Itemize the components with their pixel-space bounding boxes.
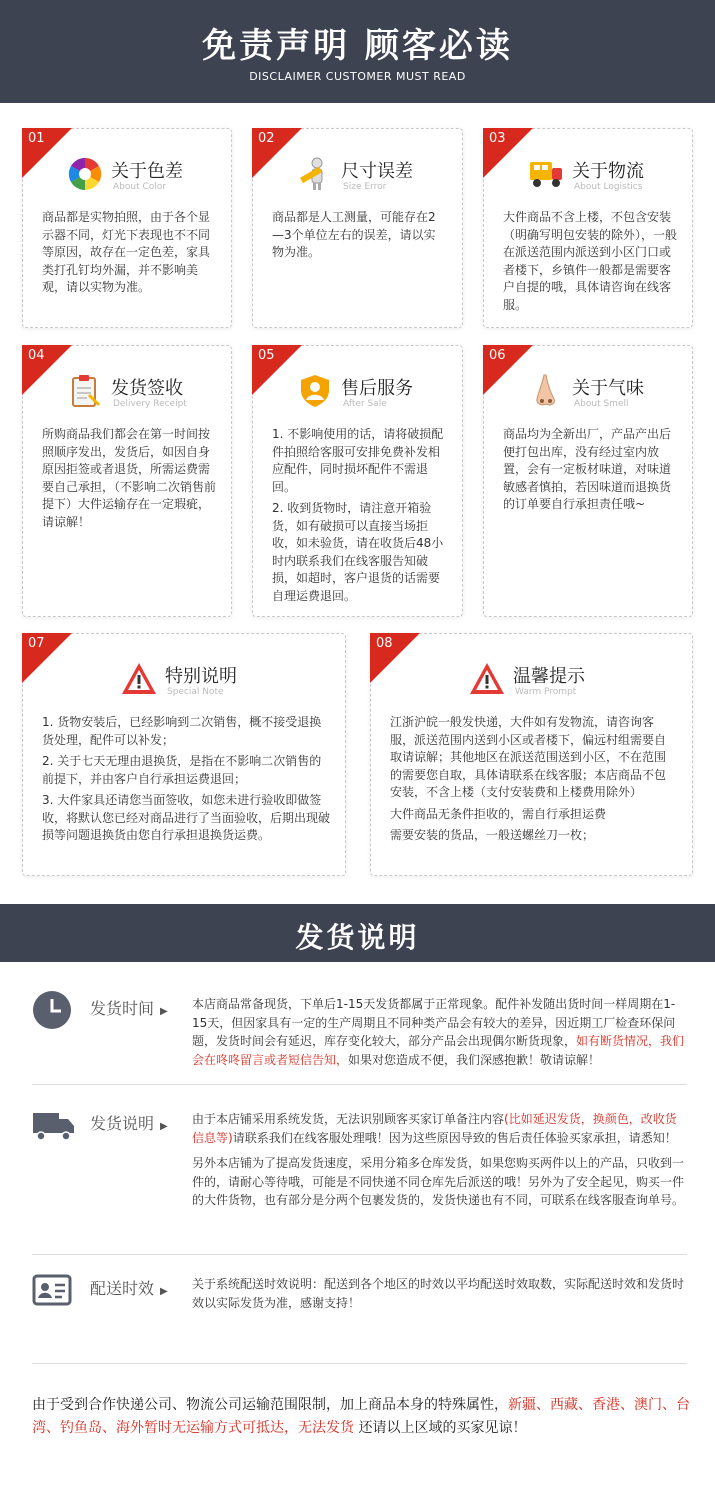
card-title: 关于物流 bbox=[572, 161, 644, 182]
card-title: 售后服务 bbox=[341, 378, 413, 399]
card-number: 04 bbox=[28, 348, 45, 363]
footer-text: 由于受到合作快递公司、物流公司运输范围限制，加上商品本身的特殊属性， bbox=[32, 1397, 508, 1413]
divider bbox=[32, 1254, 687, 1255]
card-body bbox=[42, 209, 216, 297]
card-number: 06 bbox=[489, 348, 506, 363]
card-title: 尺寸误差 bbox=[341, 161, 413, 182]
divider bbox=[32, 1084, 687, 1085]
shipping-label bbox=[90, 996, 168, 1019]
card-number: 05 bbox=[258, 348, 275, 363]
highlight-text: 如有断货情况，我们会在咚咚留言或者短信告知， bbox=[192, 1034, 685, 1067]
card-subtitle: Special Note bbox=[167, 687, 224, 697]
footer-notice bbox=[32, 1394, 692, 1440]
card-paragraph: 1. 不影响使用的话，请将破损配件拍照给客服可安排免费补发相应配件，同时损坏配件不需退回。 bbox=[272, 427, 444, 494]
highlight-text: (比如延迟发货，换颜色，改收货信息等) bbox=[192, 1112, 677, 1145]
truck-icon bbox=[528, 156, 564, 192]
page-subtitle: DISCLAIMER CUSTOMER MUST READ bbox=[249, 70, 466, 83]
card-body bbox=[272, 426, 447, 605]
card-number: 01 bbox=[28, 131, 45, 146]
divider bbox=[32, 1363, 687, 1364]
card-08 bbox=[370, 633, 693, 876]
id-card-icon bbox=[32, 1270, 72, 1314]
card-paragraph: 大件商品不含上楼，不包含安装（明确写明包安装的除外），一般在派送范围内派送到小区门口或者楼下，乡镇件一般都是需要客户自提的哦，具体请咨询在线客服。 bbox=[503, 210, 678, 312]
text-run: 关于系统配送时效说明：配送到各个地区的时效以平均配送时效取数，实际配送时效和发货时效以实际发货为准，感谢支持！ bbox=[192, 1277, 685, 1310]
card-subtitle: After Sale bbox=[343, 399, 387, 409]
text-run: 本店商品常备现货，下单后1-15天发货都属于正常现象。配件补发随出货时间一样周期在1-15天，但因家具有一定的生产周期且不同种类产品会有较大的差异，因近期工厂检查环保问题，发货时间会有延迟，库存变化较大，部分产品会出现偶尔断货现象， bbox=[192, 997, 676, 1048]
card-subtitle: About Color bbox=[113, 182, 166, 192]
card-paragraph: 3. 大件家具还请您当面签收，如您未进行验收即做签收，将默认您已经对商品进行了当面验收，后期出现破损等问题退换货由您自行承担退换货运费。 bbox=[42, 793, 331, 842]
card-subtitle: About Smell bbox=[574, 399, 629, 409]
warning-icon bbox=[469, 661, 505, 697]
card-body bbox=[503, 209, 677, 314]
card-body bbox=[42, 714, 330, 845]
arrow-right-icon: ▶ bbox=[160, 1286, 168, 1297]
card-number: 08 bbox=[376, 636, 393, 651]
footer-text: 还请以上区域的买家见谅！ bbox=[354, 1420, 527, 1436]
card-number: 02 bbox=[258, 131, 275, 146]
color-wheel-icon bbox=[67, 156, 103, 192]
card-body bbox=[390, 714, 677, 845]
shipping-extra-text: 另外本店铺为了提高发货速度，采用分箱多仓库发货，如果您购买两件以上的产品，只收到一件的，请耐心等待哦，可能是不同快递不同仓库先后派送的哦！另外为了安全起见，购买一件的大件货物，也有部分是分两个包裹发货的，发货快递也有不同，可联系在线客服查询单号。 bbox=[192, 1156, 685, 1207]
card-paragraph: 商品均为全新出厂，产品产出后便打包出库，没有经过室内放置，会有一定板材味道，对味道敏感者慎拍，若因味道而退换货的订单要自行承担责任哦~ bbox=[503, 427, 672, 511]
card-body bbox=[272, 209, 447, 262]
card-05 bbox=[252, 345, 463, 617]
clock-icon bbox=[32, 990, 72, 1034]
card-02 bbox=[252, 128, 463, 328]
truck-icon bbox=[32, 1105, 76, 1149]
card-paragraph: 商品都是实物拍照，由于各个显示器不同，灯光下表现也不不同等原因，故存在一定色差，家具类打孔钉均外漏，并不影响美观，请以实物为准。 bbox=[42, 210, 211, 294]
nose-icon bbox=[528, 373, 564, 409]
card-title: 关于色差 bbox=[111, 161, 183, 182]
card-01 bbox=[22, 128, 232, 328]
card-paragraph: 1. 货物安装后，已经影响到二次销售，概不接受退换货处理，配件可以补发； bbox=[42, 715, 322, 747]
arrow-right-icon: ▶ bbox=[160, 1121, 168, 1132]
card-title: 温馨提示 bbox=[513, 666, 585, 687]
ruler-person-icon bbox=[297, 156, 333, 192]
card-title: 特别说明 bbox=[165, 666, 237, 687]
card-paragraph: 商品都是人工测量，可能存在2—3个单位左右的误差，请以实物为准。 bbox=[272, 210, 436, 259]
shipping-label-text: 配送时效 bbox=[90, 1279, 155, 1298]
disclaimer-banner bbox=[0, 0, 715, 103]
card-title: 关于气味 bbox=[572, 378, 644, 399]
card-paragraph: 所购商品我们都会在第一时间按照顺序发出，发货后，如因自身原因拒签或者退货，所需运费需要自己承担，（不影响二次销售前提下）大件运输存在一定瑕疵，请谅解！ bbox=[42, 427, 217, 529]
shield-user-icon bbox=[297, 373, 333, 409]
restricted-regions: 新疆、西藏、香港、澳门、台湾、钓鱼岛、海外暂时无运输方式可抵达，无法发货 bbox=[32, 1397, 690, 1436]
card-subtitle: Size Error bbox=[343, 182, 387, 192]
card-subtitle: Warm Prompt bbox=[515, 687, 577, 697]
text-run: 如果对您造成不便，我们深感抱歉！敬请谅解！ bbox=[348, 1052, 601, 1067]
card-paragraph: 江浙沪皖一般发快递，大件如有发物流，请咨询客服，派送范围内送到小区或者楼下，偏远村组需要自取请谅解；其他地区在派送范围送到小区，不在范围的需要您自取，具体请联系在线客服；本店商品不包安装，不含上楼（支付安装费和上楼费用除外） bbox=[390, 715, 667, 799]
shipping-text bbox=[192, 1110, 687, 1210]
shipping-label-text: 发货时间 bbox=[90, 999, 155, 1018]
shipping-label-text: 发货说明 bbox=[90, 1114, 155, 1133]
card-number: 03 bbox=[489, 131, 506, 146]
page-title: 免责声明 顾客必读 bbox=[202, 26, 513, 66]
card-04 bbox=[22, 345, 232, 617]
card-paragraph: 2. 收到货物时，请注意开箱验货，如有破损可以直接当场拒收，如未验货，请在收货后48小时内联系我们在线客服告知破损，如超时，客户退货的话需要自理运费退回。 bbox=[272, 501, 444, 603]
card-paragraph: 大件商品无条件拒收的，需自行承担运费 bbox=[390, 806, 607, 821]
clipboard-icon bbox=[67, 373, 103, 409]
card-03 bbox=[483, 128, 693, 328]
card-paragraph: 2. 关于七天无理由退换货，是指在不影响二次销售的前提下，并由客户自行承担运费退回； bbox=[42, 754, 322, 786]
card-body bbox=[42, 426, 216, 531]
card-title: 发货签收 bbox=[111, 378, 183, 399]
card-paragraph: 需要安装的货品，一般送螺丝刀一枚； bbox=[390, 828, 595, 842]
card-06 bbox=[483, 345, 693, 617]
text-run: 请联系我们在线客服处理哦！因为这些原因导致的售后责任体验买家承担，请悉知！ bbox=[232, 1130, 677, 1145]
shipping-label bbox=[90, 1276, 168, 1299]
shipping-text bbox=[192, 995, 687, 1069]
card-subtitle: About Logistics bbox=[574, 182, 643, 192]
card-subtitle: Delivery Receipt bbox=[113, 399, 187, 409]
shipping-banner bbox=[0, 904, 715, 962]
arrow-right-icon: ▶ bbox=[160, 1006, 168, 1017]
warning-icon bbox=[121, 661, 157, 697]
text-run: 由于本店铺采用系统发货，无法识别顾客买家订单备注内容 bbox=[192, 1112, 505, 1126]
shipping-title: 发货说明 bbox=[295, 921, 420, 954]
shipping-text bbox=[192, 1275, 687, 1312]
card-number: 07 bbox=[28, 636, 45, 651]
card-07 bbox=[22, 633, 346, 876]
shipping-label bbox=[90, 1111, 168, 1134]
card-body bbox=[503, 426, 677, 514]
